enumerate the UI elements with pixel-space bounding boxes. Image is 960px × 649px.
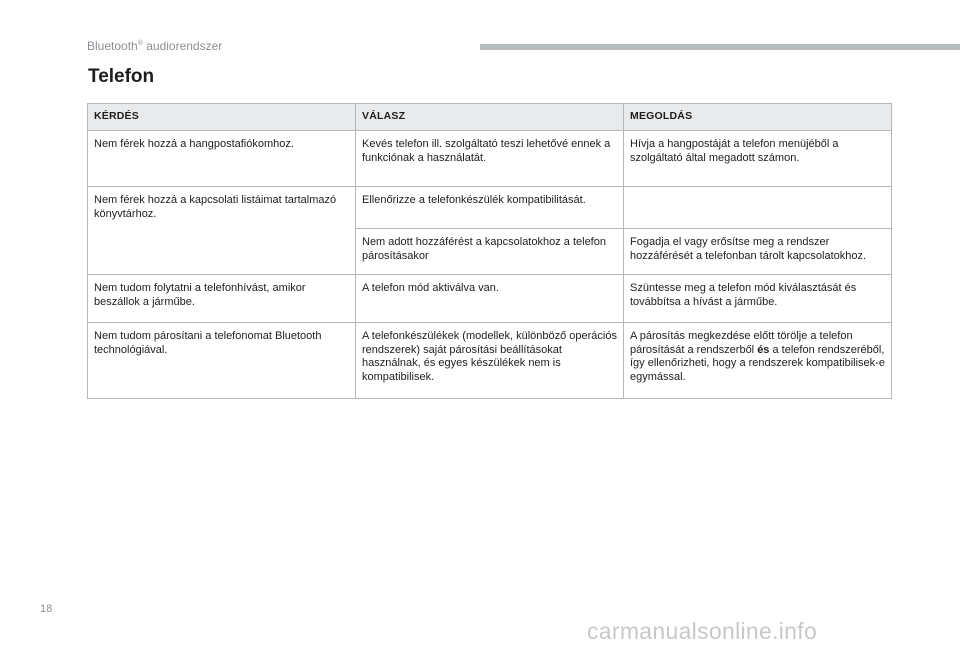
answer-cell: Kevés telefon ill. szolgáltató teszi lehetővé ennek a funkciónak a használatát.	[356, 131, 624, 187]
header-bar	[480, 44, 960, 50]
answer-cell: A telefon mód aktiválva van.	[356, 275, 624, 323]
solution-text-end: a telefon rendszeréből, így ellenőrizheti, hogy a rendszerek kompatibilisek-e egymással.	[630, 343, 885, 383]
solution-cell: Fogadja el vagy erősítse meg a rendszer hozzáférését a telefonban tárolt kapcsolatokhoz.	[624, 229, 892, 275]
table-row	[88, 131, 892, 187]
section-header	[87, 39, 222, 53]
page-number: 18	[40, 603, 53, 615]
solution-cell: Szüntesse meg a telefon mód kiválasztását és továbbítsa a hívást a járműbe.	[624, 275, 892, 323]
column-header-solution: MEGOLDÁS	[624, 104, 892, 131]
footer-watermark: carmanualsonline.info	[587, 618, 818, 644]
page-title: Telefon	[88, 66, 155, 87]
question-cell: Nem tudom párosítani a telefonomat Bluetooth technológiával.	[88, 323, 356, 399]
solution-cell: Hívja a hangpostáját a telefon menüjéből a szolgáltató által megadott számon.	[624, 131, 892, 187]
solution-cell	[624, 323, 892, 399]
column-header-question: KÉRDÉS	[88, 104, 356, 131]
solution-cell	[624, 187, 892, 229]
answer-cell: Ellenőrizze a telefonkészülék kompatibilitását.	[356, 187, 624, 229]
column-header-answer: VÁLASZ	[356, 104, 624, 131]
question-cell: Nem tudom folytatni a telefonhívást, amikor beszállok a járműbe.	[88, 275, 356, 323]
table-row	[88, 275, 892, 323]
section-title: Bluetooth	[87, 39, 138, 53]
answer-cell: Nem adott hozzáférést a kapcsolatokhoz a telefon párosításakor	[356, 229, 624, 275]
solution-text-start: A párosítás megkezdése előtt törölje a telefon párosítását a rendszerből	[630, 330, 853, 356]
solution-text-bold: és	[757, 343, 770, 356]
question-cell: Nem férek hozzá a kapcsolati listáimat tartalmazó könyvtárhoz.	[88, 187, 356, 275]
question-cell: Nem férek hozzá a hangpostafiókomhoz.	[88, 131, 356, 187]
section-title-rest: audiorendszer	[142, 39, 223, 53]
registered-mark: ®	[137, 40, 143, 47]
answer-cell: A telefonkészülékek (modellek, különböző operációs rendszerek) saját párosítási beállításokat használnak, és egyes készülékek nem is kompatibilisek.	[356, 323, 624, 399]
faq-table	[87, 103, 892, 399]
table-row	[88, 323, 892, 399]
table-row	[88, 187, 892, 229]
table-header-row	[88, 104, 892, 131]
